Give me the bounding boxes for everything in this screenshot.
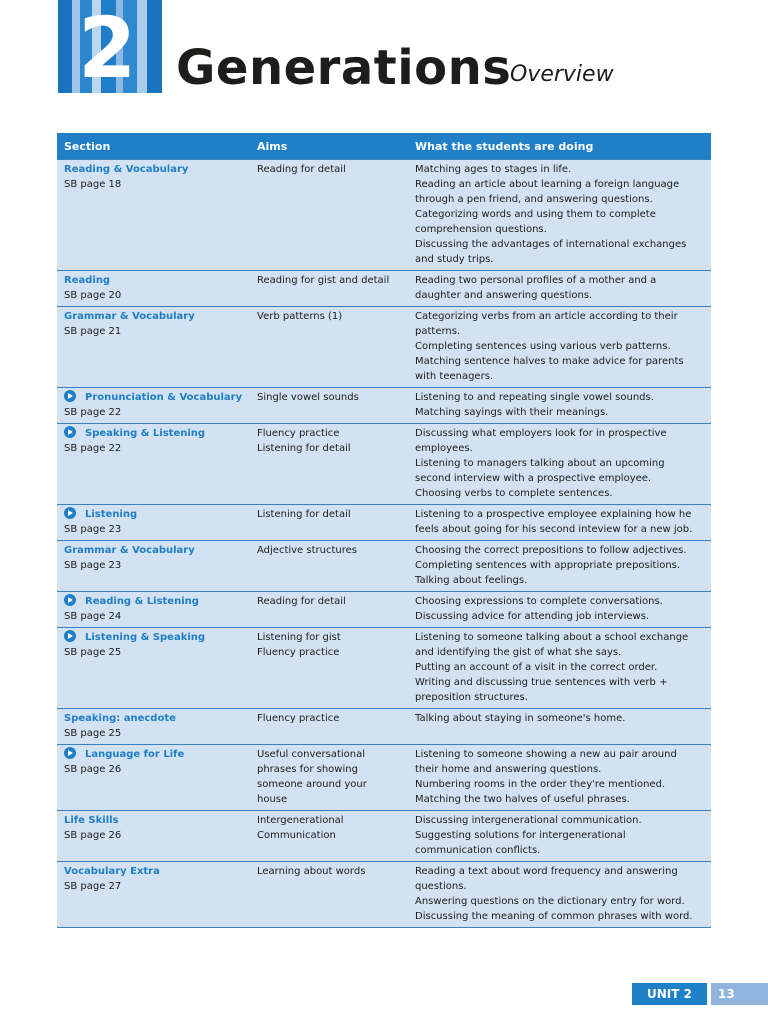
aims-cell	[250, 745, 408, 811]
activities-cell	[408, 745, 711, 811]
aims-cell	[250, 271, 408, 307]
table-row	[57, 628, 711, 709]
section-page-ref: SB page 21	[64, 326, 122, 337]
section-page-ref: SB page 26	[64, 830, 122, 841]
table-row	[57, 592, 711, 628]
activity-line: Reading a text about word frequency and answering	[415, 866, 678, 877]
section-name: Grammar & Vocabulary	[64, 545, 195, 556]
activity-line: employees.	[415, 443, 473, 454]
activity-line: Categorizing verbs from an article according to their	[415, 311, 678, 322]
aim-line: someone around your	[257, 779, 367, 790]
activity-line: patterns.	[415, 326, 461, 337]
activity-line: Numbering rooms in the order they're mentioned.	[415, 779, 666, 790]
section-name: Reading	[64, 275, 111, 286]
activity-line: Reading two personal profiles of a mother and a	[415, 275, 657, 286]
aims-cell	[250, 424, 408, 505]
section-name: Grammar & Vocabulary	[64, 311, 195, 322]
section-name: Life Skills	[64, 815, 119, 826]
page-title: Generations	[176, 40, 512, 96]
section-page-ref: SB page 18	[64, 179, 122, 190]
activity-line: Listening to managers talking about an upcoming	[415, 458, 665, 469]
activities-cell	[408, 628, 711, 709]
section-name: Speaking & Listening	[85, 428, 206, 439]
audio-play-icon	[64, 507, 76, 519]
section-name-line	[64, 747, 243, 762]
activity-line: Writing and discussing true sentences with verb +	[415, 677, 668, 688]
section-cell	[57, 862, 250, 928]
section-cell	[57, 271, 250, 307]
aims-cell	[250, 811, 408, 862]
section-name-line	[64, 273, 243, 288]
activity-line: Discussing what employers look for in prospective	[415, 428, 667, 439]
audio-play-icon	[64, 747, 76, 759]
activities-cell	[408, 307, 711, 388]
table-row	[57, 811, 711, 862]
aim-line: Fluency practice	[257, 428, 340, 439]
aim-line: Single vowel sounds	[257, 392, 359, 403]
activities-cell	[408, 811, 711, 862]
activity-line: Choosing the correct prepositions to follow adjectives.	[415, 545, 687, 556]
activity-line: Talking about staying in someone's home.	[415, 713, 626, 724]
table-row	[57, 709, 711, 745]
activity-line: Matching ages to stages in life.	[415, 164, 572, 175]
section-page-ref: SB page 24	[64, 611, 122, 622]
activity-line: Matching sentence halves to make advice for parents	[415, 356, 684, 367]
section-name-line	[64, 390, 243, 405]
section-page-ref: SB page 26	[64, 764, 122, 775]
activity-line: Listening to a prospective employee explaining how he	[415, 509, 692, 520]
section-name-line	[64, 309, 243, 324]
section-page-ref: SB page 20	[64, 290, 122, 301]
table-row	[57, 862, 711, 928]
aim-line: Fluency practice	[257, 713, 340, 724]
activity-line: Completing sentences with appropriate prepositions.	[415, 560, 681, 571]
activity-line: Discussing intergenerational communication.	[415, 815, 642, 826]
activity-line: Discussing advice for attending job interviews.	[415, 611, 650, 622]
aim-line: Adjective structures	[257, 545, 357, 556]
footer-unit-label: UNIT 2	[632, 983, 707, 1005]
activity-line: and identifying the gist of what she says.	[415, 647, 622, 658]
aim-line: Useful conversational	[257, 749, 366, 760]
aim-line: phrases for showing	[257, 764, 358, 775]
activities-cell	[408, 709, 711, 745]
aims-cell	[250, 592, 408, 628]
column-header-aims: Aims	[250, 133, 408, 160]
table-row	[57, 388, 711, 424]
activity-line: and study trips.	[415, 254, 494, 265]
table-row	[57, 745, 711, 811]
activities-cell	[408, 424, 711, 505]
section-cell	[57, 811, 250, 862]
activity-line: Answering questions on the dictionary entry for word.	[415, 896, 685, 907]
aim-line: Communication	[257, 830, 336, 841]
aim-line: Learning about words	[257, 866, 366, 877]
table-row	[57, 505, 711, 541]
activity-line: Listening to someone showing a new au pair around	[415, 749, 677, 760]
section-page-ref: SB page 23	[64, 524, 122, 535]
section-name: Vocabulary Extra	[64, 866, 160, 877]
section-name-line	[64, 426, 243, 441]
aim-line: Intergenerational	[257, 815, 344, 826]
table-row	[57, 271, 711, 307]
section-name-line	[64, 630, 243, 645]
section-cell	[57, 307, 250, 388]
activities-cell	[408, 160, 711, 271]
section-name: Reading & Vocabulary	[64, 164, 189, 175]
section-cell	[57, 424, 250, 505]
activity-line: Talking about feelings.	[415, 575, 528, 586]
section-name: Listening	[85, 509, 138, 520]
activity-line: through a pen friend, and answering questions.	[415, 194, 653, 205]
audio-play-icon	[64, 630, 76, 642]
aim-line: Reading for detail	[257, 596, 346, 607]
aim-line: Fluency practice	[257, 647, 340, 658]
overview-table	[57, 133, 711, 928]
activity-line: Listening to someone talking about a school exchange	[415, 632, 689, 643]
table-body	[57, 160, 711, 928]
column-header-activities: What the students are doing	[408, 133, 711, 160]
activity-line: Putting an account of a visit in the correct order.	[415, 662, 658, 673]
activity-line: Reading an article about learning a foreign language	[415, 179, 680, 190]
section-page-ref: SB page 25	[64, 647, 122, 658]
activity-line: feels about going for his second inteview for a new job.	[415, 524, 693, 535]
activity-line: Completing sentences using various verb patterns.	[415, 341, 671, 352]
activity-line: communication conflicts.	[415, 845, 541, 856]
unit-number: 2	[78, 0, 135, 93]
section-name: Listening & Speaking	[85, 632, 206, 643]
section-cell	[57, 505, 250, 541]
section-cell	[57, 388, 250, 424]
activity-line: Choosing expressions to complete conversations.	[415, 596, 663, 607]
section-name-line	[64, 594, 243, 609]
aims-cell	[250, 628, 408, 709]
activity-line: second interview with a prospective employee.	[415, 473, 652, 484]
section-page-ref: SB page 22	[64, 407, 122, 418]
unit-number-block	[58, 0, 162, 93]
activity-line: comprehension questions.	[415, 224, 547, 235]
aims-cell	[250, 307, 408, 388]
column-header-section: Section	[57, 133, 250, 160]
section-name-line	[64, 864, 243, 879]
section-name-line	[64, 507, 243, 522]
activity-line: Suggesting solutions for intergenerational	[415, 830, 626, 841]
activities-cell	[408, 271, 711, 307]
activity-line: Matching sayings with their meanings.	[415, 407, 609, 418]
aims-cell	[250, 541, 408, 592]
activity-line: with teenagers.	[415, 371, 494, 382]
aims-cell	[250, 862, 408, 928]
aim-line: Verb patterns (1)	[257, 311, 343, 322]
section-name-line	[64, 162, 243, 177]
section-cell	[57, 541, 250, 592]
activity-line: daughter and answering questions.	[415, 290, 593, 301]
table-header-row	[57, 133, 711, 160]
aim-line: house	[257, 794, 288, 805]
audio-play-icon	[64, 426, 76, 438]
activity-line: Discussing the meaning of common phrases with word.	[415, 911, 693, 922]
activities-cell	[408, 505, 711, 541]
section-page-ref: SB page 22	[64, 443, 122, 454]
section-name: Speaking: anecdote	[64, 713, 176, 724]
activity-line: their home and answering questions.	[415, 764, 602, 775]
section-name-line	[64, 543, 243, 558]
aim-line: Listening for detail	[257, 443, 351, 454]
table-row	[57, 424, 711, 505]
activity-line: Discussing the advantages of international exchanges	[415, 239, 687, 250]
table-row	[57, 160, 711, 271]
section-cell	[57, 628, 250, 709]
activity-line: Matching the two halves of useful phrases.	[415, 794, 630, 805]
aim-line: Listening for detail	[257, 509, 351, 520]
section-cell	[57, 160, 250, 271]
aim-line: Reading for gist and detail	[257, 275, 390, 286]
section-cell	[57, 745, 250, 811]
section-page-ref: SB page 25	[64, 728, 122, 739]
activities-cell	[408, 541, 711, 592]
activities-cell	[408, 592, 711, 628]
activities-cell	[408, 862, 711, 928]
aims-cell	[250, 505, 408, 541]
page-subtitle: Overview	[510, 62, 614, 87]
section-cell	[57, 709, 250, 745]
activities-cell	[408, 388, 711, 424]
section-name-line	[64, 711, 243, 726]
section-name: Pronunciation & Vocabulary	[85, 392, 243, 403]
aims-cell	[250, 709, 408, 745]
audio-play-icon	[64, 594, 76, 606]
section-name: Language for Life	[85, 749, 185, 760]
activity-line: preposition structures.	[415, 692, 528, 703]
aims-cell	[250, 388, 408, 424]
activity-line: Categorizing words and using them to complete	[415, 209, 656, 220]
table-row	[57, 307, 711, 388]
activity-line: questions.	[415, 881, 467, 892]
section-name-line	[64, 813, 243, 828]
section-page-ref: SB page 27	[64, 881, 122, 892]
activity-line: Choosing verbs to complete sentences.	[415, 488, 613, 499]
activity-line: Listening to and repeating single vowel sounds.	[415, 392, 654, 403]
section-cell	[57, 592, 250, 628]
footer-page-number: 13	[711, 983, 768, 1005]
aim-line: Reading for detail	[257, 164, 346, 175]
audio-play-icon	[64, 390, 76, 402]
section-name: Reading & Listening	[85, 596, 199, 607]
section-page-ref: SB page 23	[64, 560, 122, 571]
aim-line: Listening for gist	[257, 632, 341, 643]
aims-cell	[250, 160, 408, 271]
table-row	[57, 541, 711, 592]
